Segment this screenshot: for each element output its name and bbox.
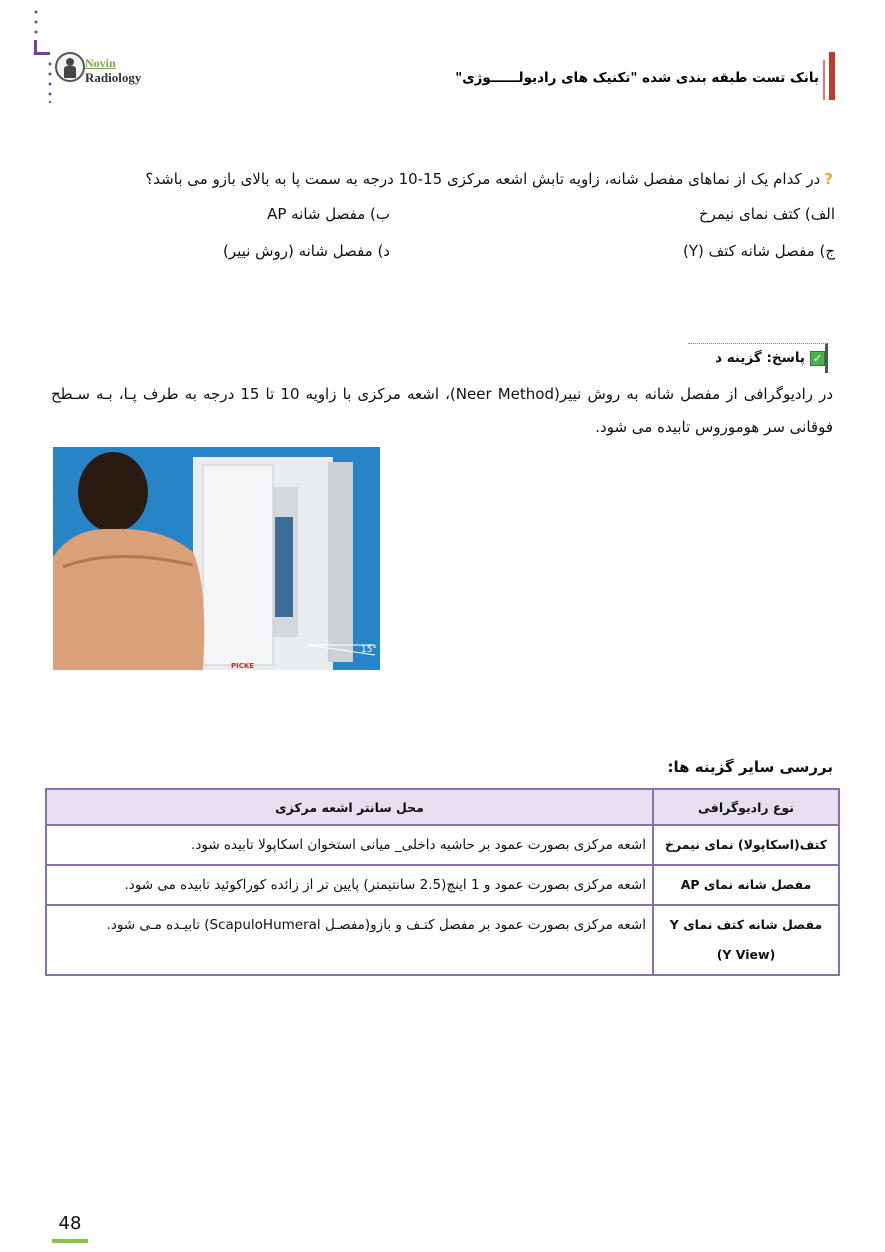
check-icon: ✓ bbox=[810, 351, 825, 366]
question-icon: ? bbox=[824, 170, 833, 188]
book-title: بانک تست طبقه بندی شده "تکنیک های رادیولــــــوژی" bbox=[455, 70, 819, 86]
column-header-type: نوع رادیوگرافی bbox=[653, 789, 839, 825]
row-type: مفصل شانه نمای AP bbox=[653, 865, 839, 905]
decorative-dots bbox=[34, 8, 54, 103]
option-a: الف) کتف نمای نیمرخ bbox=[698, 205, 835, 223]
table-row bbox=[46, 865, 839, 905]
title-accent-bar bbox=[829, 52, 835, 100]
question bbox=[43, 170, 833, 188]
option-b: ب) مفصل شانه AP bbox=[267, 205, 390, 223]
row-type bbox=[653, 905, 839, 975]
row-type-line1: مفصل شانه کتف نمای Y bbox=[669, 917, 823, 932]
neer-method-photo bbox=[53, 447, 380, 670]
option-c: ج) مفصل شانه کتف (Y) bbox=[682, 242, 835, 260]
row-desc: اشعه مرکزی بصورت عمود بر مفصل کتـف و بازو(مفصـل ScapuloHumeral) تابیـده مـی شود. bbox=[46, 905, 653, 975]
review-heading: بررسی سایر گزینه ها: bbox=[667, 758, 833, 776]
table-row bbox=[46, 905, 839, 975]
row-desc: اشعه مرکزی بصورت عمود بر حاشیه داخلی_ میانی استخوان اسکاپولا تابیده شود. bbox=[46, 825, 653, 865]
novin-radiology-logo bbox=[55, 50, 165, 90]
photo-angle-label: 15° bbox=[361, 645, 377, 655]
title-accent-bar-thin bbox=[823, 60, 825, 100]
review-table-header bbox=[46, 789, 839, 825]
logo-person-icon bbox=[55, 52, 85, 82]
answer-text: در رادیوگرافی از مفصل شانه به روش نییر(Neer Method)، اشعه مرکزی با زاویه 10 تا 15 درجه به طرف پـا، بـه سـطح فوقانی سر هوموروس تابیده می شود. bbox=[51, 385, 834, 436]
column-header-desc: محل سانتر اشعه مرکزی bbox=[46, 789, 653, 825]
table-row bbox=[46, 825, 839, 865]
photo-brand-label: PICKE bbox=[231, 662, 255, 670]
logo-line2: Radiology bbox=[85, 70, 142, 85]
logo-line1: Novin bbox=[85, 56, 116, 70]
review-table bbox=[45, 788, 840, 976]
row-type-line2: (Y View) bbox=[716, 947, 776, 962]
option-d: د) مفصل شانه (روش نییر) bbox=[223, 242, 390, 260]
question-text: در کدام یک از نماهای مفصل شانه، زاویه تابش اشعه مرکزی 15-10 درجه به سمت پا به بالای بازو می باشد؟ bbox=[145, 170, 821, 188]
row-type: کتف(اسکاپولا) نمای نیمرخ bbox=[653, 825, 839, 865]
page-number-bar bbox=[52, 1239, 88, 1243]
answer-label-text: پاسخ: گزینه د bbox=[715, 350, 805, 366]
row-desc: اشعه مرکزی بصورت عمود و 1 اینچ(2.5 سانتیمتر) پایین تر از زائده کوراکوئید تابیده می شود. bbox=[46, 865, 653, 905]
answer-label bbox=[715, 350, 825, 366]
page-number: 48 bbox=[58, 1213, 82, 1234]
